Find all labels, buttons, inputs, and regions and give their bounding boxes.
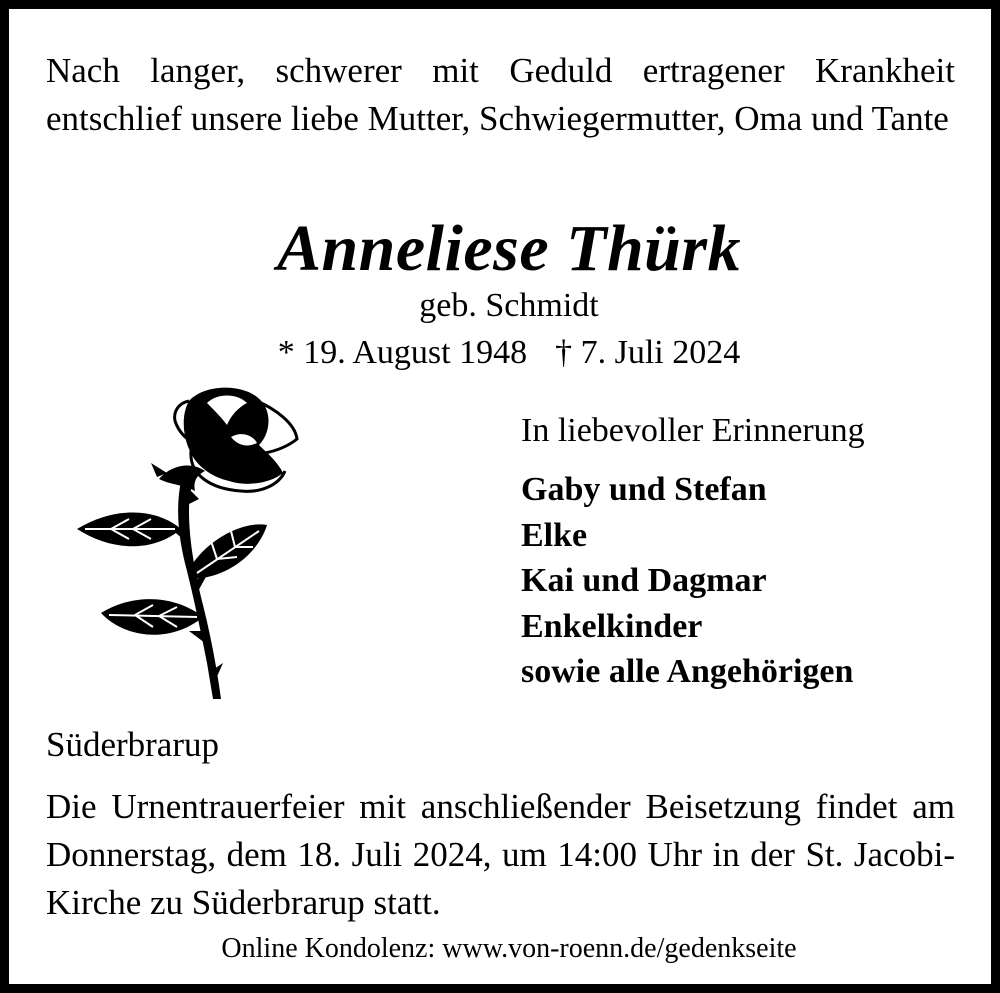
mourner-item: sowie alle Angehörigen — [521, 653, 854, 690]
maiden-name: geb. Schmidt — [419, 287, 599, 324]
mourners-list — [521, 467, 853, 695]
intro-text: Nach langer, schwerer mit Geduld ertragener Krankheit entschlief unsere liebe Mutter, Schwiegermutter, Oma und Tante — [46, 51, 955, 138]
ceremony-text: Die Urnentrauerfeier mit anschließender Beisetzung findet am Donnerstag, dem 18. Juli 2024, um 14:00 Uhr in der St. Jacobi-Kirche zu Süderbrarup statt. — [46, 787, 955, 922]
mourner-item: Kai und Dagmar — [521, 562, 767, 599]
life-dates — [9, 331, 1000, 375]
mourner-item: Enkelkinder — [521, 607, 703, 645]
place-name: Süderbrarup — [46, 725, 220, 764]
birth-date: * 19. August 1948 — [277, 334, 528, 371]
death-date: † 7. Juli 2024 — [555, 334, 741, 371]
rose-icon — [71, 381, 303, 703]
online-condolence: Online Kondolenz: www.von-roenn.de/gedenkseite — [221, 933, 797, 964]
mourner-item: Gaby und Stefan — [521, 471, 767, 508]
deceased-name: Anneliese Thürk — [276, 212, 742, 285]
mourner-item: Elke — [521, 516, 588, 554]
memory-line: In liebevoller Erinnerung — [521, 412, 865, 449]
